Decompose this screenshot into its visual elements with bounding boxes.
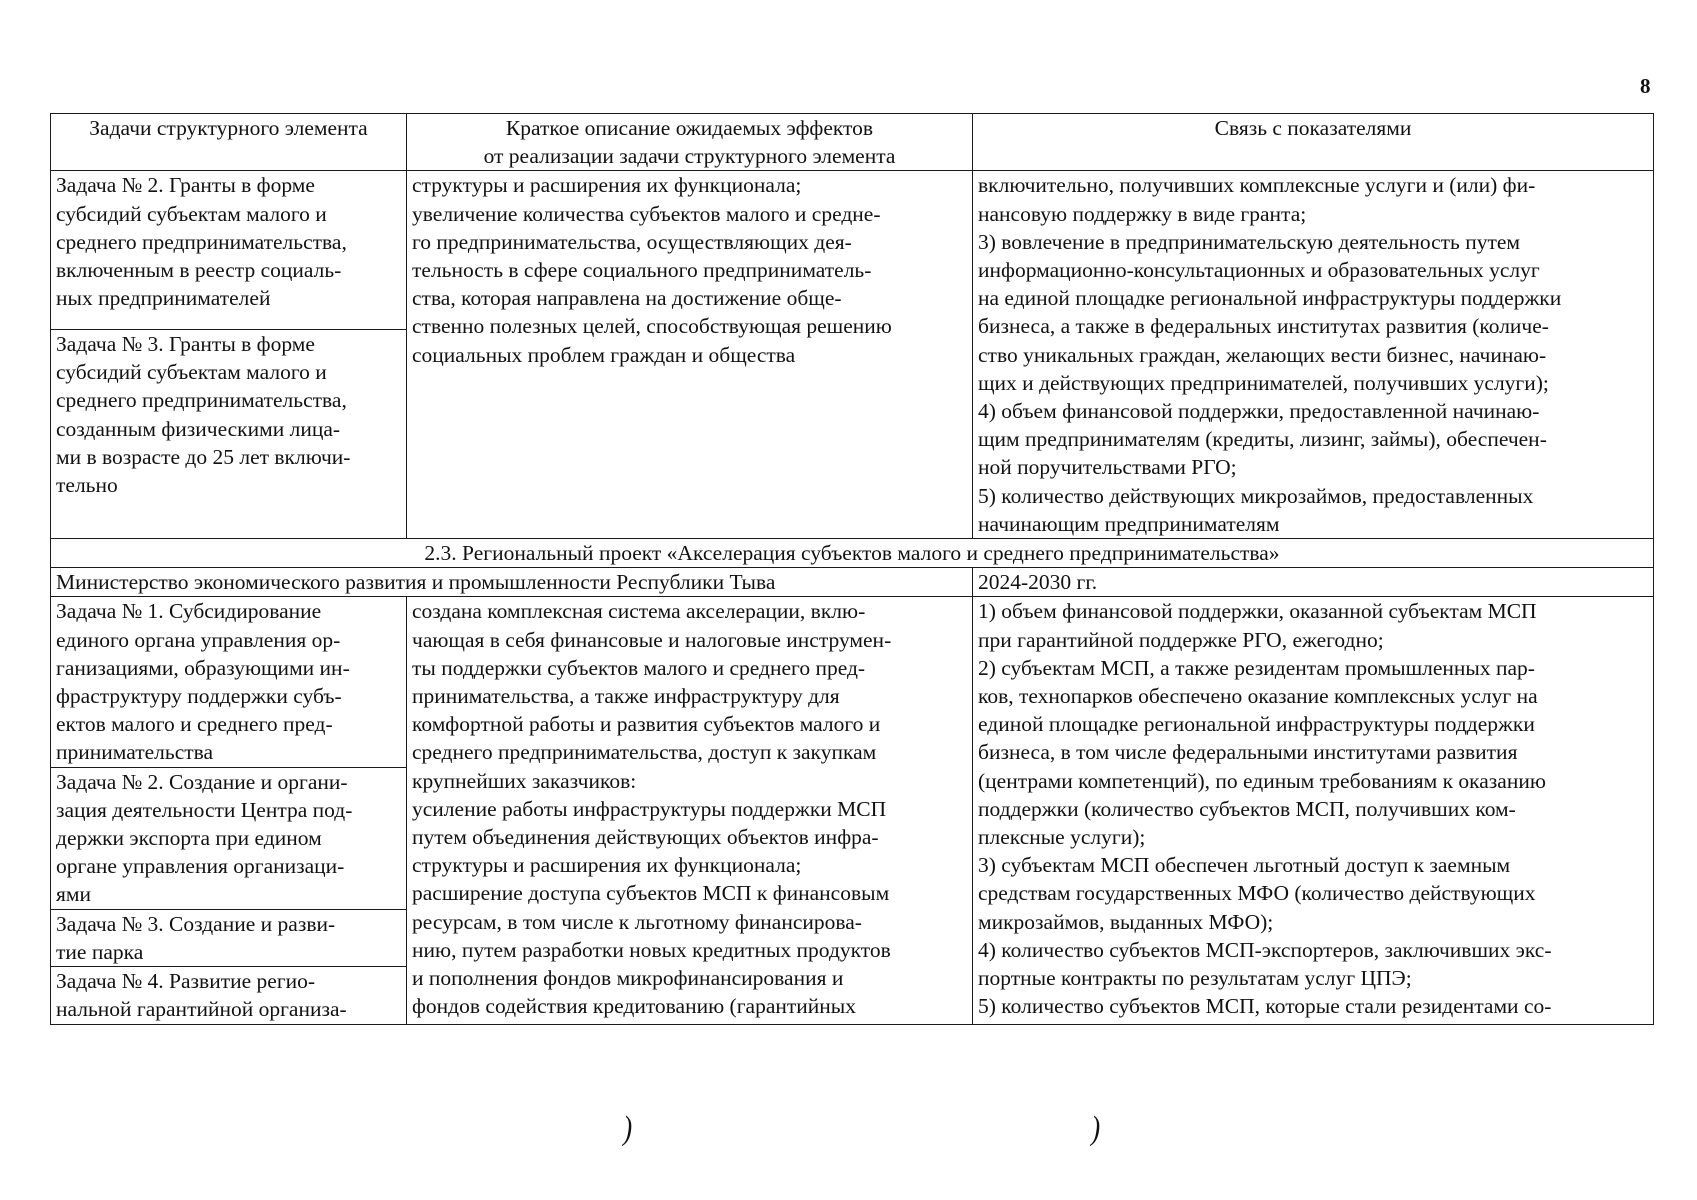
scan-mark-left: ) (623, 1110, 633, 1147)
table-row (51, 171, 1654, 330)
table-row (51, 597, 1654, 767)
effects-cell: создана комплексная система акселерации, вклю- чающая в себя финансовые и налоговые инструмен- ты поддержки субъектов малого и среднего пред- принимательства, а также инфраструктуру для комфортной работы и развития субъектов малого и среднего предпринимательства, доступ к закупкам крупнейших заказчиков: усиление работы инфраструктуры поддержки МСП путем объединения действующих объектов инфра- структуры и расширения их функционала; расширение доступа субъектов МСП к финансовым ресурсам, в том числе к льготному финансирова- нию, путем разработки новых кредитных продуктов и пополнения фондов микрофинансирования и фондов содействия кредитованию (гарантийных (407, 597, 973, 1024)
task-cell: Задача № 2. Гранты в форме субсидий субъектам малого и среднего предпринимательства, включенным в реестр социаль- ных предпринимателей (51, 171, 407, 330)
section-row (51, 539, 1654, 568)
section-title: 2.3. Региональный проект «Акселерация субъектов малого и среднего предпринимательства» (51, 539, 1654, 568)
indicators-cell: включительно, получивших комплексные услуги и (или) фи- нансовую поддержку в виде гранта; 3) вовлечение в предпринимательскую деятельность путем информационно-консультационных и образовательных услуг на единой площадке региональной инфраструктуры поддержки бизнеса, а также в федеральных институтах развития (количе- ство уникальных граждан, желающих вести бизнес, начинаю- щих и действующих предпринимателей, получивших услуги); 4) объем финансовой поддержки, предоставленной начинаю- щим предпринимателям (кредиты, лизинг, займы), обеспечен- ной поручительствами РГО; 5) количество действующих микрозаймов, предоставленных начинающим предпринимателям (973, 171, 1654, 539)
header-tasks: Задачи структурного элемента (51, 114, 407, 171)
indicators-cell: 1) объем финансовой поддержки, оказанной субъектам МСП при гарантийной поддержке РГО, ежегодно; 2) субъектам МСП, а также резидентам промышленных пар- ков, технопарков обеспечено оказание комплексных услуг на единой площадке региональной инфраструктуры поддержки бизнеса, в том числе федеральными институтами развития (центрами компетенций), по единым требованиям к оказанию поддержки (количество субъектов МСП, получивших ком- плексные услуги); 3) субъектам МСП обеспечен льготный доступ к заемным средствам государственных МФО (количество действующих микрозаймов, выданных МФО); 4) количество субъектов МСП-экспортеров, заключивших экс- портные контракты по результатам услуг ЦПЭ; 5) количество субъектов МСП, которые стали резидентами со- (973, 597, 1654, 1024)
task-cell: Задача № 3. Гранты в форме субсидий субъектам малого и среднего предпринимательства, созданным физическими лица- ми в возрасте до 25 лет включи- тельно (51, 330, 407, 539)
scan-mark-right: ) (1091, 1110, 1101, 1147)
task-cell: Задача № 4. Развитие регио- нальной гарантийной организа- (51, 967, 407, 1024)
header-effects: Краткое описание ожидаемых эффектов от реализации задачи структурного элемента (407, 114, 973, 171)
task-cell: Задача № 2. Создание и органи- зация деятельности Центра под- держки экспорта при едином органе управления организаци- ями (51, 767, 407, 909)
effects-cell: структуры и расширения их функционала; увеличение количества субъектов малого и средне- го предпринимательства, осуществляющих дея- тельность в сфере социального предприниматель- ства, которая направлена на достижение обще- ственно полезных целей, способствующая решению социальных проблем граждан и общества (407, 171, 973, 539)
responsible-ministry: Министерство экономического развития и промышленности Республики Тыва (51, 568, 973, 597)
table-header-row (51, 114, 1654, 171)
task-cell: Задача № 3. Создание и разви- тие парка (51, 909, 407, 966)
page-number: 8 (1640, 74, 1651, 98)
header-indicators: Связь с показателями (973, 114, 1654, 171)
document-table (50, 113, 1654, 1025)
task-cell: Задача № 1. Субсидирование единого органа управления ор- ганизациями, образующими ин- фраструктуру поддержки субъ- ектов малого и среднего пред- принимательства (51, 597, 407, 767)
project-period: 2024-2030 гг. (973, 568, 1654, 597)
responsible-row (51, 568, 1654, 597)
